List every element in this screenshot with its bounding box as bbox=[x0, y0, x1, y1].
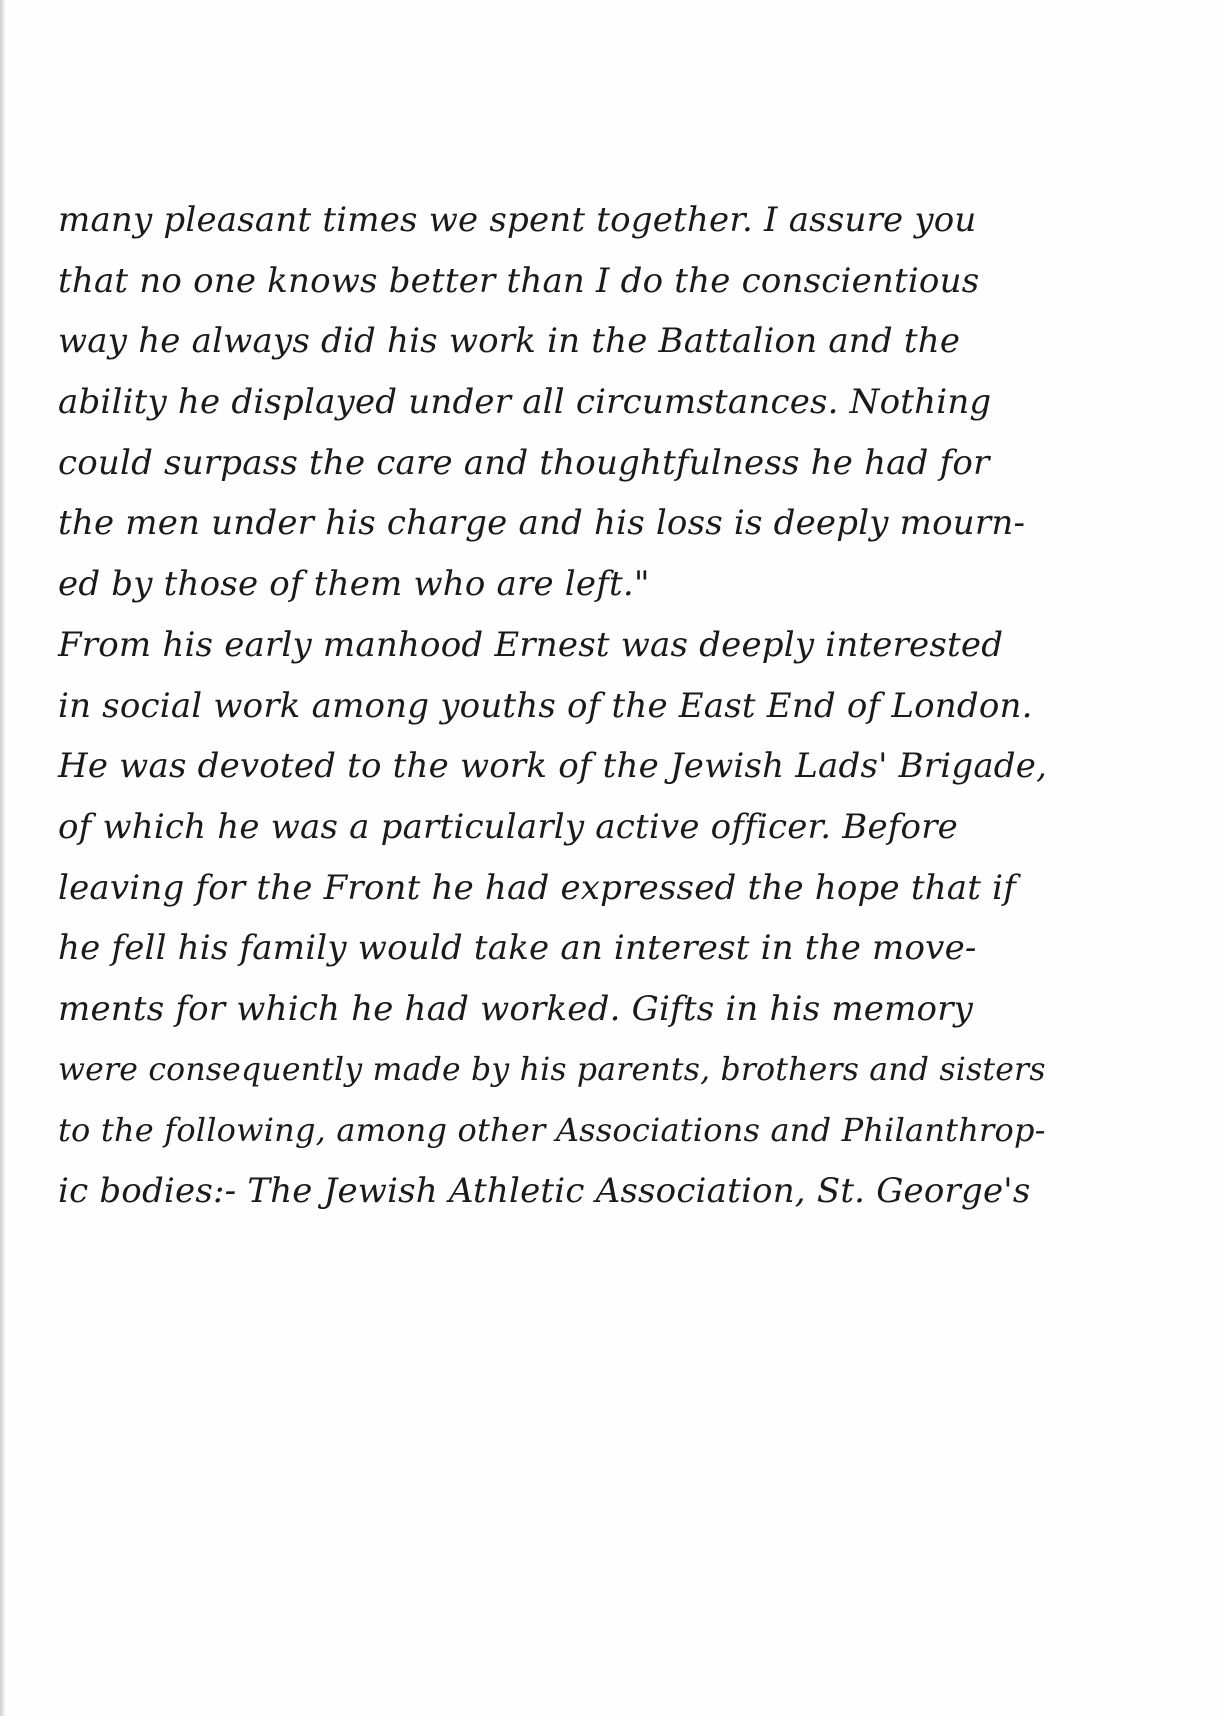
handwritten-text-block bbox=[58, 190, 1058, 1222]
text-line: From his early manhood Ernest was deeply interested bbox=[58, 624, 1004, 665]
text-line: way he always did his work in the Battalion and the bbox=[58, 321, 961, 362]
page-edge-shadow bbox=[0, 0, 5, 1716]
text-line: ability he displayed under all circumstances. Nothing bbox=[58, 382, 992, 423]
text-line: ed by those of them who are left." bbox=[58, 564, 650, 605]
text-line: He was devoted to the work of the Jewish Lads' Brigade, bbox=[58, 746, 1048, 787]
text-line: of which he was a particularly active officer. Before bbox=[58, 806, 958, 847]
text-line: that no one knows better than I do the conscientious bbox=[58, 260, 980, 301]
text-line: he fell his family would take an interest in the move- bbox=[58, 928, 977, 969]
text-line: in social work among youths of the East End of London. bbox=[58, 685, 1033, 726]
text-line: were consequently made by his parents, brothers and sisters bbox=[58, 1051, 1046, 1088]
text-line: to the following, among other Associations and Philanthrop- bbox=[58, 1111, 1046, 1150]
text-line: the men under his charge and his loss is deeply mourn- bbox=[58, 503, 1026, 544]
text-line: could surpass the care and thoughtfulness he had for bbox=[58, 442, 990, 483]
text-line: ic bodies:- The Jewish Athletic Association, St. George's bbox=[58, 1171, 1031, 1211]
text-line: leaving for the Front he had expressed the hope that if bbox=[58, 867, 1017, 908]
text-line: many pleasant times we spent together. I assure you bbox=[58, 200, 977, 240]
text-line: ments for which he had worked. Gifts in his memory bbox=[58, 988, 974, 1029]
